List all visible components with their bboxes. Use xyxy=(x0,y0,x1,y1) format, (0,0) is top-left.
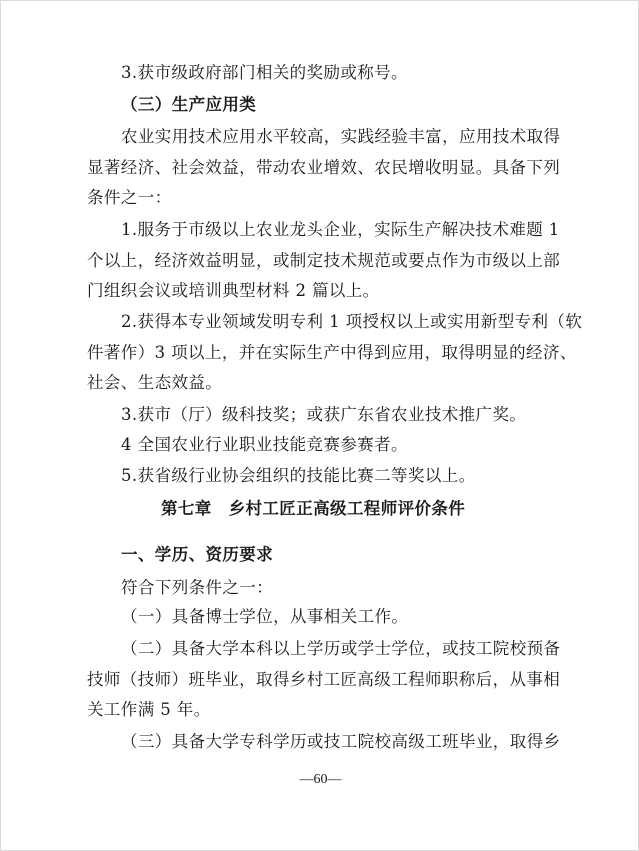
body-line: （三）具备大学专科学历或技工院校高级工班毕业，取得乡 xyxy=(121,732,561,751)
body-line: 门组织会议或培训典型材料 2 篇以上。 xyxy=(87,281,380,300)
body-line: 个以上，经济效益明显，或制定技术规范或要点作为市级以上部 xyxy=(87,251,561,270)
section-heading: （三）生产应用类 xyxy=(121,95,257,114)
body-line: 4 全国农业行业职业技能竞赛参赛者。 xyxy=(121,435,408,454)
body-line: 农业实用技术应用水平较高，实践经验丰富，应用技术取得 xyxy=(121,127,561,146)
body-line: 件著作）3 项以上，并在实际生产中得到应用，取得明显的经济、 xyxy=(87,343,577,362)
chapter-title: 第七章 乡村工匠正高级工程师评价条件 xyxy=(161,499,466,518)
body-line: 符合下列条件之一： xyxy=(121,578,274,597)
page-number: —60— xyxy=(299,772,342,787)
body-line: （一）具备博士学位，从事相关工作。 xyxy=(121,607,409,626)
body-line: 2.获得本专业领域发明专利 1 项授权以上或实用新型专利（软 xyxy=(121,312,583,331)
body-line: 社会、生态效益。 xyxy=(87,373,223,392)
body-line: 3.获市级政府部门相关的奖励或称号。 xyxy=(121,63,408,82)
body-line: 技师（技师）班毕业，取得乡村工匠高级工程师职称后，从事相 xyxy=(87,670,561,689)
section-heading: 一、学历、资历要求 xyxy=(121,545,274,564)
body-line: 5.获省级行业协会组织的技能比赛二等奖以上。 xyxy=(121,466,476,485)
body-line: 关工作满 5 年。 xyxy=(87,700,211,719)
body-line: （二）具备大学本科以上学历或学士学位，或技工院校预备 xyxy=(121,639,561,658)
body-line: 3.获市（厅）级科技奖；或获广东省农业技术推广奖。 xyxy=(121,405,527,424)
body-line: 显著经济、社会效益，带动农业增效、农民增收明显。具备下列 xyxy=(87,158,561,177)
body-line: 1.服务于市级以上农业龙头企业，实际生产解决技术难题 1 xyxy=(121,220,560,239)
body-line: 条件之一： xyxy=(87,188,172,207)
